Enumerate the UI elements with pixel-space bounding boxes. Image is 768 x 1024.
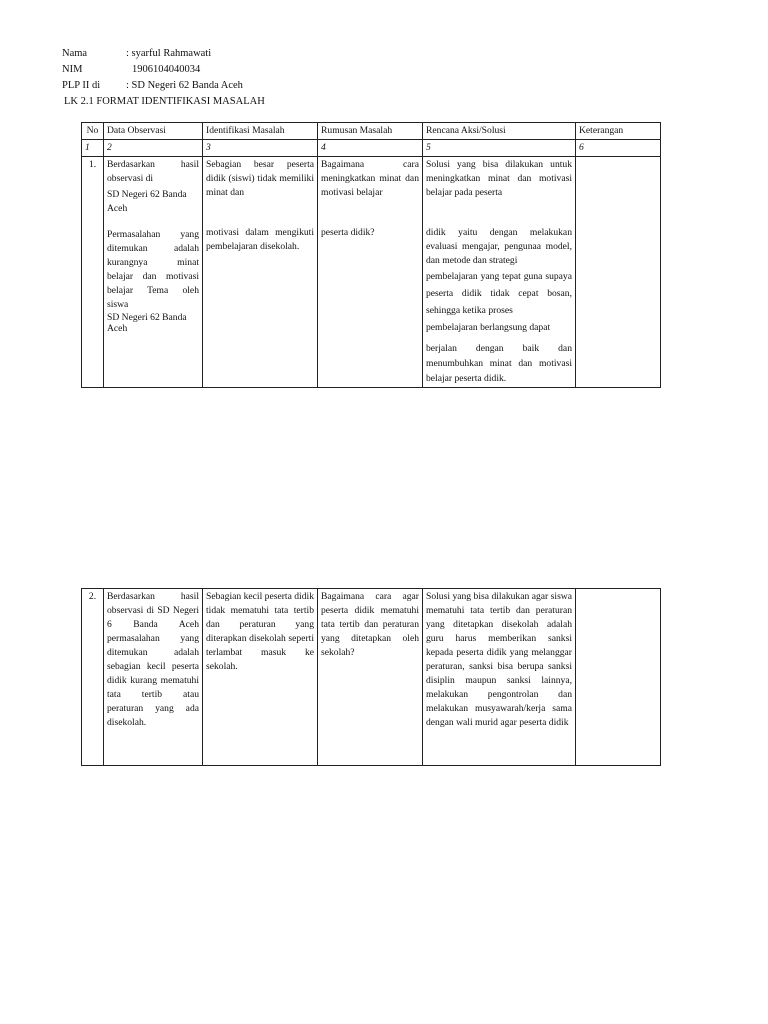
table-header-row — [82, 123, 661, 140]
column-number: 6 — [576, 140, 661, 157]
solusi-cell: Solusi yang bisa dilakukan agar siswa mematuhi tata tertib dan peraturan yang ditetapkan disekolah adalah guru harus memberikan sanksi kepada peserta didik yang melanggar peraturan, sanksi bisa berupa sanksi disiplin maupun sanksi lainnya, melakukan pengontrolan dan melakukan musyawarah/kerja sama dengan wali murid agar peserta didik — [423, 589, 576, 766]
table-row — [82, 589, 661, 766]
column-number: 1 — [82, 140, 104, 157]
header-no: No — [82, 123, 104, 140]
column-number: 5 — [423, 140, 576, 157]
identifikasi-text: Sebagian besar peserta didik (siswi) tidak memiliki minat dan — [206, 159, 314, 198]
masalah-text: SD Negeri 62 Banda Aceh — [107, 312, 187, 334]
observasi-text: Berdasarkan hasil observasi di — [107, 159, 199, 184]
column-number: 2 — [104, 140, 203, 157]
nama-value: : syarful Rahmawati — [126, 48, 212, 59]
masalah-text: Permasalahan yang ditemukan adalah kurangnya minat belajar dan motivasi belajar Tema oleh siswa — [107, 229, 199, 310]
column-number: 4 — [318, 140, 423, 157]
header-identifikasi: Identifikasi Masalah — [203, 123, 318, 140]
identification-table-2 — [81, 588, 661, 766]
header-data-observasi: Data Observasi — [104, 123, 203, 140]
data-observasi-cell — [104, 157, 203, 388]
rumusan-cell — [318, 157, 423, 388]
row-number: 1. — [82, 157, 104, 388]
solusi-text: pembelajaran berlangsung dapat — [426, 322, 551, 333]
table-row — [82, 157, 661, 388]
observasi-text: SD Negeri 62 Banda Aceh — [107, 189, 187, 214]
solusi-text: berjalan dengan baik dan menumbuhkan minat dan motivasi belajar peserta didik. — [426, 343, 572, 384]
document-title: LK 2.1 FORMAT IDENTIFIKASI MASALAH — [64, 96, 265, 107]
header-rumusan: Rumusan Masalah — [318, 123, 423, 140]
solusi-cell — [423, 157, 576, 388]
rumusan-text: Bagaimana cara meningkatkan minat dan motivasi belajar — [321, 159, 419, 198]
column-number-row — [82, 140, 661, 157]
rumusan-text: peserta didik? — [321, 227, 375, 238]
identity-header — [62, 46, 362, 96]
header-keterangan: Keterangan — [576, 123, 661, 140]
header-rencana-aksi: Rencana Aksi/Solusi — [423, 123, 576, 140]
identifikasi-cell: Sebagian kecil peserta didik tidak mematuhi tata tertib dan peraturan yang diterapkan disekolah seperti terlambat masuk ke sekolah. — [203, 589, 318, 766]
keterangan-cell — [576, 157, 661, 388]
nim-label: NIM — [62, 64, 83, 75]
nim-value: 1906104040034 — [132, 64, 201, 75]
identifikasi-cell — [203, 157, 318, 388]
identifikasi-text: motivasi dalam mengikuti pembelajaran disekolah. — [206, 227, 314, 252]
keterangan-cell — [576, 589, 661, 766]
solusi-text: Solusi yang bisa dilakukan untuk meningkatkan minat dan motivasi belajar pada peserta — [426, 159, 572, 198]
solusi-text: pembelajaran yang tepat guna supaya peserta didik tidak cepat bosan, sehingga ketika proses — [426, 271, 572, 316]
solusi-text: didik yaitu dengan melakukan evaluasi mengajar, pengunaa model, dan metode dan strategi — [426, 227, 572, 266]
row-number: 2. — [82, 589, 104, 766]
data-observasi-cell: Berdasarkan hasil observasi di SD Negeri 6 Banda Aceh permasalahan yang ditemukan adalah sebagian kecil peserta didik kurang mematuhi tata tertib atau peraturan yang ada disekolah. — [104, 589, 203, 766]
identification-table-1 — [81, 122, 661, 388]
plp-label: PLP II di — [62, 80, 101, 91]
plp-value: : SD Negeri 62 Banda Aceh — [126, 80, 243, 91]
column-number: 3 — [203, 140, 318, 157]
rumusan-cell: Bagaimana cara agar peserta didik mematuhi tata tertib dan peraturan yang ditetapkan oleh sekolah? — [318, 589, 423, 766]
nama-label: Nama — [62, 48, 88, 59]
